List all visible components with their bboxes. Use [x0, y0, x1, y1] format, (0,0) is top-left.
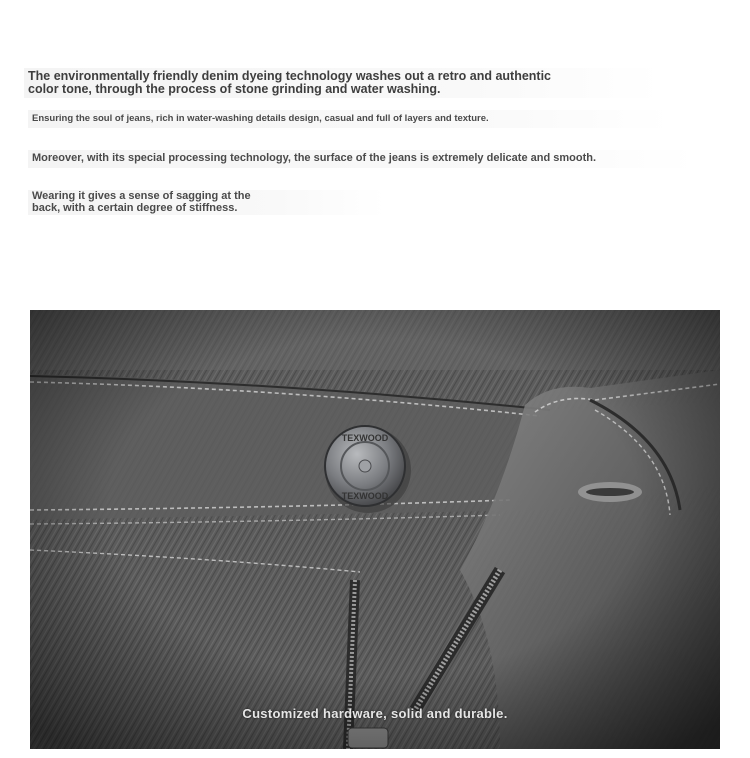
intro-paragraph-2: Ensuring the soul of jeans, rich in water-washing details design, casual and full of layers and texture.: [28, 110, 672, 128]
denim-closeup-photo: [30, 310, 720, 749]
intro-paragraph-3: Moreover, with its special processing technology, the surface of the jeans is extremely delicate and smooth.: [28, 150, 696, 168]
intro-paragraph-4: Wearing it gives a sense of sagging at the back, with a certain degree of stiffness.: [28, 190, 386, 215]
denim-illustration: [30, 310, 720, 749]
intro-paragraph-1: The environmentally friendly denim dyeing technology washes out a retro and authentic color tone, through the process of stone grinding and water washing.: [24, 68, 662, 98]
photo-caption: Customized hardware, solid and durable.: [242, 706, 508, 721]
